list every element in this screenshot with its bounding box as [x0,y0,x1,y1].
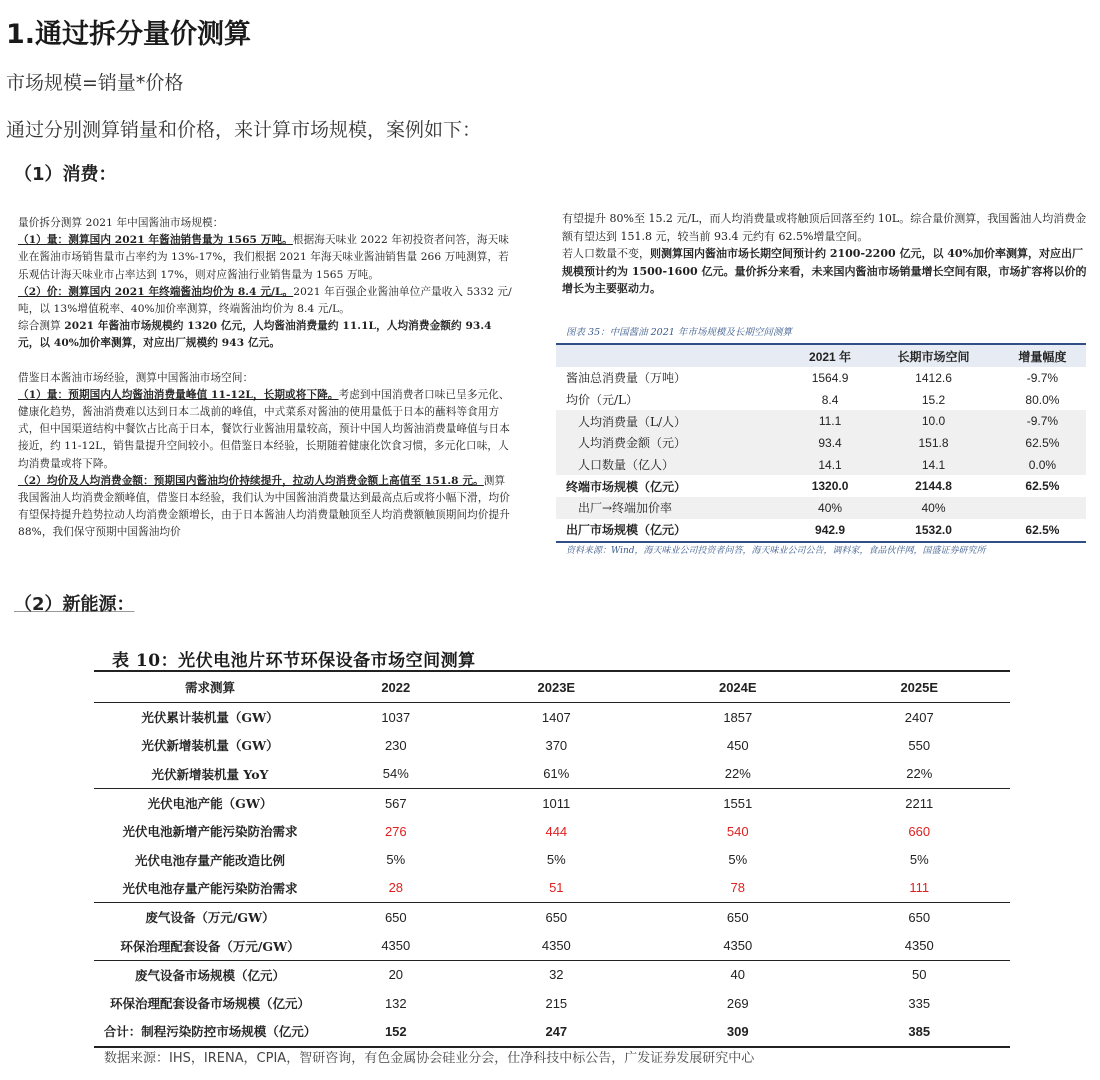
table-row [556,519,1086,542]
section-title-new-energy: （2）新能源： [14,594,135,615]
table-header-cell [556,344,792,367]
doc-paragraph: （2）均价及人均消费金额：预期国内酱油均价持续提升，拉动人均消费金额上高值至 151.8 元。测算我国酱油人均消费金额峰值，借鉴日本经验，我们认为中国酱油消费量达到最高点后或将小幅下滑，均价有望保持提升趋势拉动人均消费金额增长，由于日本酱油人均消费量触顶至人均消费额触顶期间均价提升 88%，我们保守预期中国酱油均价 [18,474,510,539]
row-label: 人均消费金额（元） [556,432,792,454]
left-doc-excerpt [18,215,512,542]
row-label: 光伏电池新增产能污染防治需求 [122,824,298,840]
table-row [94,817,1010,845]
table-cell: 1037 [381,709,411,725]
table-row [94,874,1010,903]
table-cell: 22% [724,766,751,782]
row-label: 出厂→终端加价率 [556,497,792,519]
table-cell: 2144.8 [915,479,952,494]
table-header-cell: 增量幅度 [999,344,1086,367]
table-cell: 5% [728,852,748,868]
table-cell: 1857 [723,709,753,725]
doc-line: 借鉴日本酱油市场经验，测算中国酱油市场空间： [18,371,254,384]
table-cell: 540 [726,823,749,839]
table-cell: -9.7% [999,410,1086,432]
table-cell: 660 [908,823,931,839]
doc-paragraph: 综合测算 2021 年酱油市场规模约 1320 亿元，人均酱油消费量约 11.1L，人均消费金额约 93.4 元，以 40%加价率测算，对应出厂规模约 943 亿元。 [18,320,492,350]
table-row [94,960,1010,989]
row-label: 环保治理配套设备市场规模（亿元） [109,996,310,1012]
table-cell: 40% [868,497,999,519]
table-cell: 10.0 [868,410,999,432]
table-cell: 1532.0 [868,519,999,542]
table-row [556,389,1086,411]
doc-line: 量价拆分测算 2021 年中国酱油市场规模： [18,217,224,229]
doc-paragraph: （1）量：测算国内 2021 年酱油销售量为 1565 万吨。根据海天味业 2022 年初投资者问答，海天味业在酱油市场销售量市占率约为 13%-17%，我们根据 2021 年海天味业酱油销售量 266 万吨测算，若乐观估计海天味业市占率达到 17%，则对应酱油行业销售量为 1565 万吨。 [18,234,509,281]
table-cell: -9.7% [1026,370,1059,385]
row-label: 均价（元/L） [566,393,639,408]
table-cell: 1011 [466,788,647,817]
table-cell: 450 [726,737,749,753]
table-row [94,903,1010,932]
row-label: 终端市场规模（亿元） [566,479,687,494]
table-cell: 1564.9 [811,370,849,385]
table-cell: 247 [466,1017,647,1046]
row-label: 合计：制程污染防控市场规模（亿元） [94,1017,326,1046]
table-cell: 4350 [381,938,411,954]
table-cell: 28 [388,880,404,896]
table10-title: 表 10：光伏电池片环节环保设备市场空间测算 [112,651,476,671]
table-cell: 550 [908,737,931,753]
table-row [94,703,1010,732]
table-cell: 942.9 [792,519,868,542]
row-label: 光伏电池存量产能改造比例 [134,852,285,868]
table-cell: 14.1 [868,454,999,476]
table-row [94,731,1010,759]
table-row [556,454,1086,476]
table-cell: 14.1 [792,454,868,476]
table-cell: 650 [829,903,1011,932]
row-label: 光伏累计装机量（GW） [141,710,279,726]
table-header-cell: 2021 年 [792,344,868,367]
table-header-cell: 2025E [829,671,1011,703]
table-cell: 11.1 [792,410,868,432]
table-cell: 20 [326,960,466,989]
table-cell: 62.5% [1025,479,1060,494]
row-label: 环保治理配套设备（万元/GW） [120,938,300,954]
table-cell: 78 [730,880,745,896]
table-row [556,410,1086,432]
row-label: 光伏电池产能（GW） [94,788,326,817]
table-cell: 1320.0 [811,479,849,494]
table-cell: 5% [546,852,566,868]
table-cell: 40 [647,960,828,989]
table-cell: 4350 [541,938,571,954]
table-cell: 40% [792,497,868,519]
table-cell: 61% [543,766,570,782]
doc-paragraph: 若人口数量不变，则测算国内酱油市场长期空间预计约 2100-2200 亿元，以 40%加价率测算，对应出厂规模预计约为 1500-1600 亿元。量价拆分来看，未来国内酱油市场销量增长空间有限，市场扩容将以价的增长为主要驱动力。 [562,247,1087,296]
table-row [556,497,1086,519]
table10-source: 数据来源：IHS，IRENA，CPIA，智研咨询，有色金属协会硅业分会，仕净科技中标公告，广发证券发展研究中心 [104,1051,755,1066]
table-cell: 4350 [723,938,753,954]
table-row [556,475,1086,497]
table-cell: 0.0% [999,454,1086,476]
table-cell: 62.5% [999,519,1086,542]
table-cell: 32 [466,960,647,989]
table-cell: 93.4 [792,432,868,454]
table-cell: 152 [326,1017,466,1046]
table-header-row [556,344,1086,367]
table-cell: 1407 [541,709,571,725]
table-cell: 335 [908,995,931,1011]
page-heading: 1.通过拆分量价测算 [6,19,252,50]
row-label: 酱油总消费量（万吨） [566,371,687,386]
row-label: 废气设备市场规模（亿元） [94,960,326,989]
row-label: 人口数量（亿人） [556,454,792,476]
table-cell: 51 [549,880,564,896]
table-row [94,845,1010,873]
table35-source: 资料来源：Wind，海天味业公司投资者问答，海天味业公司公告，调料家，食品伙伴网，国盛证券研究所 [566,546,986,556]
table35-caption: 图表 35：中国酱油 2021 年市场规模及长期空间测算 [566,327,792,338]
table-cell: 62.5% [999,432,1086,454]
table-cell: 2407 [904,709,934,725]
doc-paragraph: （2）价：测算国内 2021 年终端酱油均价为 8.4 元/L。2021 年百强企业酱油单位产量收入 5332 元/吨，以 13%增值税率、40%加价率测算，终端酱油均价为 8.4 元/L。 [18,285,512,316]
row-label: 出厂市场规模（亿元） [556,519,792,542]
table-row [556,432,1086,454]
formula-text: 市场规模=销量*价格 [6,72,184,94]
table-header-cell: 2024E [647,671,828,703]
table-row [94,989,1010,1017]
table-cell: 444 [545,823,568,839]
table-cell: 54% [382,766,409,782]
table-cell: 230 [384,737,407,753]
table-row [94,1017,1010,1046]
table-header-cell: 2022 [326,671,466,703]
table-cell: 2211 [829,788,1011,817]
right-doc-excerpt [562,210,1087,298]
table-cell: 650 [326,903,466,932]
table-cell: 385 [829,1017,1011,1046]
table-row [94,760,1010,789]
table-cell: 4350 [904,938,934,954]
table-cell: 1551 [647,788,828,817]
row-label: 光伏新增装机量 YoY [151,766,269,782]
table-header-cell: 长期市场空间 [868,344,999,367]
table-cell: 5% [909,852,929,868]
table-cell: 370 [545,737,568,753]
table-cell: 269 [726,995,749,1011]
table-header-cell: 2023E [466,671,647,703]
table-cell: 5% [386,852,406,868]
row-label: 光伏新增装机量（GW） [141,738,279,754]
table-cell: 215 [545,995,568,1011]
table-header-row [94,671,1010,703]
table-cell: 80.0% [1025,392,1060,407]
table-cell: 50 [829,960,1011,989]
soy-sauce-market-table [556,343,1086,543]
table-cell: 650 [647,903,828,932]
row-label: 光伏电池存量产能污染防治需求 [122,880,298,896]
row-label: 人均消费量（L/人） [556,410,792,432]
table-row [94,931,1010,960]
table-cell: 151.8 [868,432,999,454]
table-row [556,367,1086,389]
intro-text: 通过分别测算销量和价格，来计算市场规模，案例如下： [6,119,482,141]
table-cell: 567 [326,788,466,817]
table-cell: 276 [384,823,407,839]
doc-paragraph: （1）量：预期国内人均酱油消费量峰值 11-12L，长期或将下降。考虑到中国消费者口味已呈多元化、健康化趋势，酱油消费难以达到日本二战前的峰值，中式菜系对酱油的使用量低于日本的蘸料等食用方式，但中国渠道结构中餐饮占比高于日本，餐饮行业酱油用量较高，预计中国人均酱油消费量峰值与日本接近，约 11-12L，销售量提升空间较小。但借鉴日本经验，长期随着健康化饮食习惯，多元化口味，人均消费量或将下降。 [18,388,510,470]
row-label: 废气设备（万元/GW） [94,903,326,932]
table-cell: 8.4 [821,392,839,407]
table-row [94,788,1010,817]
section-title-consumption: （1）消费： [14,164,117,185]
doc-paragraph: 有望提升 80%至 15.2 元/L，而人均消费量或将触顶后回落至约 10L。综合量价测算，我国酱油人均消费金额有望达到 151.8 元，较当前 93.4 元约有 62.5%增量空间。 [562,212,1087,243]
table-cell: 111 [909,880,930,896]
pv-env-equipment-table [94,670,1010,1048]
table-header-cell: 需求测算 [94,671,326,703]
table-cell: 22% [906,766,933,782]
table-cell: 132 [384,995,407,1011]
table-cell: 309 [647,1017,828,1046]
table-cell: 15.2 [921,392,946,407]
table-cell [999,497,1086,519]
table-cell: 650 [466,903,647,932]
table-cell: 1412.6 [915,370,952,385]
